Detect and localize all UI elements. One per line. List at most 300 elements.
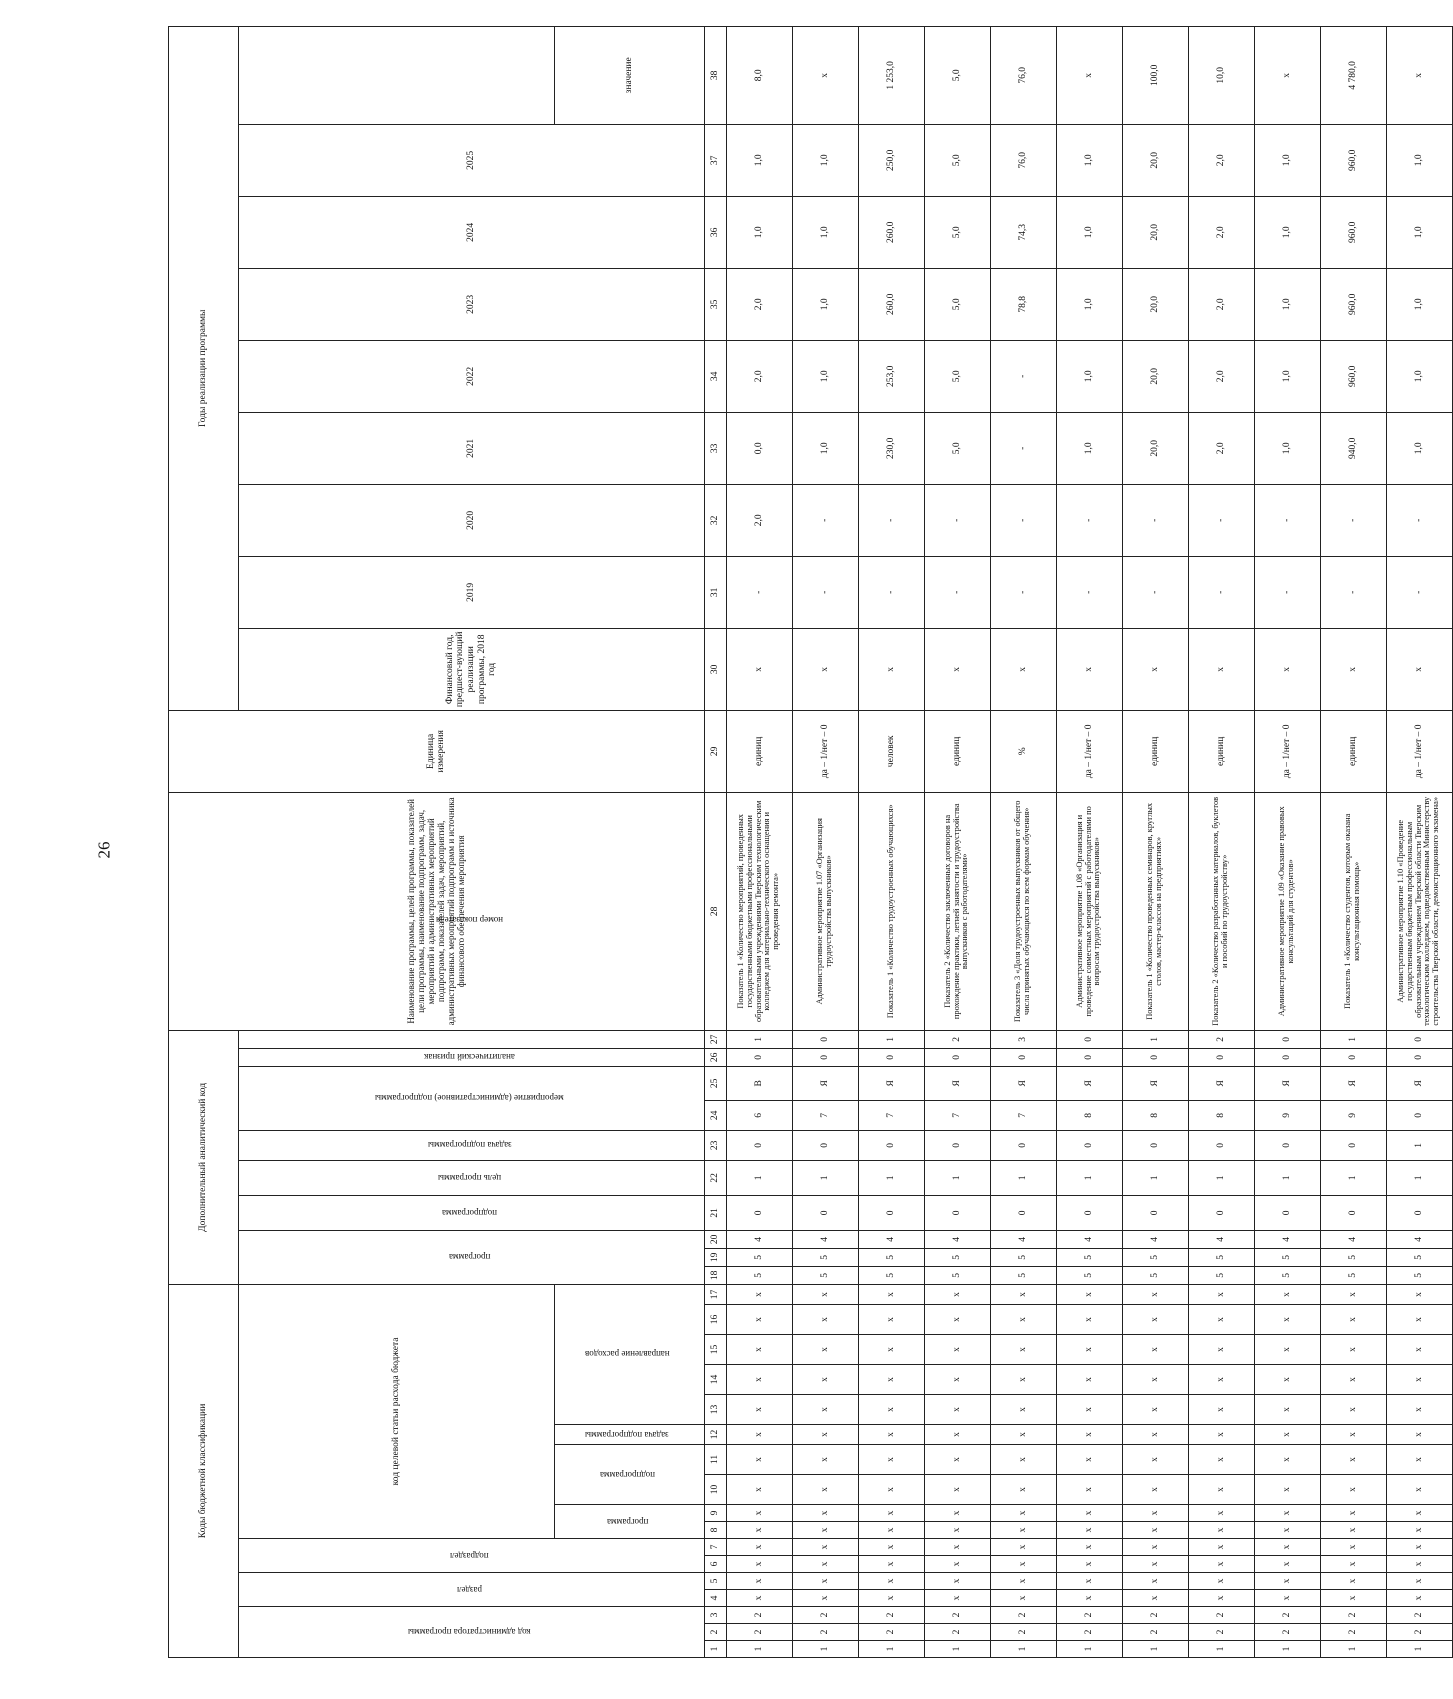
target-article-header: код целевой статьи расхода бюджета [239, 1284, 555, 1538]
code-cell: 1 [1122, 1641, 1188, 1658]
column-number: 1 [704, 1641, 726, 1658]
code-cell: 4 [1254, 1230, 1320, 1248]
code-cell: х [1320, 1590, 1386, 1607]
column-number: 12 [704, 1425, 726, 1445]
code-cell: х [1122, 1365, 1188, 1395]
target-value-cell: х [1386, 26, 1452, 124]
code-cell: 0 [1320, 1195, 1386, 1230]
code-cell: х [1254, 1445, 1320, 1475]
code-cell: 1 [726, 1160, 792, 1195]
table-row [1056, 26, 1122, 1657]
code-cell: х [858, 1505, 924, 1522]
code-cell: х [726, 1284, 792, 1304]
code-cell: 0 [924, 1048, 990, 1066]
code-cell: 0 [1056, 1030, 1122, 1048]
code-cell: Я [858, 1066, 924, 1100]
value-2019-cell: - [1122, 556, 1188, 628]
code-cell: х [792, 1395, 858, 1425]
code-cell: х [990, 1556, 1056, 1573]
code-cell: х [1188, 1556, 1254, 1573]
code-cell: х [858, 1556, 924, 1573]
code-cell: 5 [858, 1266, 924, 1284]
code-cell: х [990, 1573, 1056, 1590]
code-cell: 0 [858, 1195, 924, 1230]
code-cell: 0 [1386, 1100, 1452, 1130]
base-year-cell: х [1056, 628, 1122, 710]
value-2022-cell: 1,0 [1386, 340, 1452, 412]
code-cell: х [1320, 1475, 1386, 1505]
code-cell: 2 [792, 1624, 858, 1641]
code-cell: х [1386, 1425, 1452, 1445]
code-cell: х [990, 1590, 1056, 1607]
code-cell: 1 [990, 1160, 1056, 1195]
column-number: 19 [704, 1248, 726, 1266]
code-cell: х [792, 1505, 858, 1522]
section-header: раздел [239, 1573, 705, 1607]
target-value-cell: х [1056, 26, 1122, 124]
target-value-header: значение [554, 26, 704, 124]
code-cell: х [1056, 1556, 1122, 1573]
value-2021-cell: 940,0 [1320, 412, 1386, 484]
code-cell: 0 [990, 1048, 1056, 1066]
code-cell: х [1254, 1425, 1320, 1445]
code-cell: х [726, 1445, 792, 1475]
code-cell: 0 [1056, 1048, 1122, 1066]
code-cell: х [726, 1425, 792, 1445]
code-cell: х [1056, 1590, 1122, 1607]
value-2022-cell: - [990, 340, 1056, 412]
code-cell: 1 [1386, 1160, 1452, 1195]
code-cell: х [1254, 1305, 1320, 1335]
value-2025-cell: 76,0 [990, 124, 1056, 196]
code-cell: х [1254, 1335, 1320, 1365]
code-cell: 8 [1188, 1100, 1254, 1130]
value-2020-cell: - [924, 484, 990, 556]
code-cell: х [792, 1305, 858, 1335]
column-number: 18 [704, 1266, 726, 1284]
code-cell: х [726, 1556, 792, 1573]
code-cell: 1 [858, 1641, 924, 1658]
code-cell: х [726, 1475, 792, 1505]
value-2019-cell: - [924, 556, 990, 628]
code-cell: 5 [1188, 1248, 1254, 1266]
unit-cell: единиц [1122, 710, 1188, 792]
code-cell: 0 [1056, 1195, 1122, 1230]
column-number: 8 [704, 1522, 726, 1539]
code-cell: 2 [1254, 1607, 1320, 1624]
table-row [1122, 26, 1188, 1657]
value-2023-cell: 1,0 [792, 268, 858, 340]
code-cell: х [1386, 1539, 1452, 1556]
code-cell: 0 [990, 1195, 1056, 1230]
value-2020-cell: - [1056, 484, 1122, 556]
code-cell: В [726, 1066, 792, 1100]
code-cell: 7 [924, 1100, 990, 1130]
value-2022-cell: 2,0 [726, 340, 792, 412]
code-cell: х [726, 1505, 792, 1522]
table-row [792, 26, 858, 1657]
column-number: 29 [704, 710, 726, 792]
name-cell: Показатель 2 «Количество заключенных договоров на прохождение практики, летней занятости и трудоустройства выпускников с работодателями» [924, 792, 990, 1030]
name-cell: Показатель 2 «Количество разработанных материалов, буклетов и пособий по трудоустройству» [1188, 792, 1254, 1030]
column-number: 36 [704, 196, 726, 268]
code-cell: х [1122, 1475, 1188, 1505]
code-cell: х [1188, 1365, 1254, 1395]
code-cell: 0 [1122, 1048, 1188, 1066]
code-cell: 5 [792, 1266, 858, 1284]
code-cell: 2 [990, 1607, 1056, 1624]
code-cell: 5 [1254, 1266, 1320, 1284]
column-number: 7 [704, 1539, 726, 1556]
code-cell: х [1188, 1305, 1254, 1335]
value-2019-cell: - [1254, 556, 1320, 628]
code-cell: х [1254, 1505, 1320, 1522]
code-cell: Я [1188, 1066, 1254, 1100]
code-cell: 5 [924, 1248, 990, 1266]
code-cell: х [726, 1335, 792, 1365]
name-cell: Показатель 1 «Количество мероприятий, проведенных государственными бюджетными профессиональными образовательными учреждениями Тверским технологическим колледжем для материально-технического оснащения и проведения ремонта» [726, 792, 792, 1030]
value-2024-cell: 960,0 [1320, 196, 1386, 268]
code-cell: х [1386, 1284, 1452, 1304]
code-cell: х [1056, 1522, 1122, 1539]
value-2025-cell: 250,0 [858, 124, 924, 196]
code-cell: 5 [1386, 1248, 1452, 1266]
code-cell: х [1254, 1539, 1320, 1556]
code-cell: х [1122, 1556, 1188, 1573]
value-2024-cell: 5,0 [924, 196, 990, 268]
code-cell: 1 [1188, 1641, 1254, 1658]
code-cell: Я [1056, 1066, 1122, 1100]
value-2019-cell: - [1188, 556, 1254, 628]
code-cell: х [792, 1522, 858, 1539]
value-2024-cell: 1,0 [1386, 196, 1452, 268]
code-cell: 0 [1320, 1130, 1386, 1160]
table-row [1254, 26, 1320, 1657]
code-cell: х [1122, 1284, 1188, 1304]
base-year-cell: х [1320, 628, 1386, 710]
value-2023-cell: 960,0 [1320, 268, 1386, 340]
value-2021-cell: 20,0 [1122, 412, 1188, 484]
code-cell: 0 [858, 1130, 924, 1160]
value-2021-cell: 1,0 [1056, 412, 1122, 484]
column-number: 31 [704, 556, 726, 628]
code-cell: х [858, 1445, 924, 1475]
code-cell: 6 [726, 1100, 792, 1130]
value-2019-cell: - [1320, 556, 1386, 628]
code-cell: 4 [1320, 1230, 1386, 1248]
value-2022-cell: 253,0 [858, 340, 924, 412]
code-cell: х [1122, 1425, 1188, 1445]
column-number: 34 [704, 340, 726, 412]
name-cell: Показатель 1 «Количество студентов, которым оказана консультационная помощь» [1320, 792, 1386, 1030]
column-number: 25 [704, 1066, 726, 1100]
column-number: 21 [704, 1195, 726, 1230]
code-cell: 5 [1122, 1266, 1188, 1284]
value-2024-cell: 74,3 [990, 196, 1056, 268]
code-cell: х [1254, 1365, 1320, 1395]
code-cell: х [726, 1539, 792, 1556]
code-cell: 2 [924, 1030, 990, 1048]
value-2025-cell: 2,0 [1188, 124, 1254, 196]
value-2022-cell: 5,0 [924, 340, 990, 412]
code-cell: 1 [924, 1641, 990, 1658]
target-value-cell: х [792, 26, 858, 124]
column-number: 24 [704, 1100, 726, 1130]
code-cell: 0 [1188, 1048, 1254, 1066]
table-row [924, 26, 990, 1657]
value-2025-cell: 20,0 [1122, 124, 1188, 196]
code-cell: х [990, 1305, 1056, 1335]
admin-code-header: код администратора программы [239, 1607, 705, 1658]
code-cell: 5 [1386, 1266, 1452, 1284]
column-number: 6 [704, 1556, 726, 1573]
code-cell: х [1320, 1395, 1386, 1425]
code-cell: х [1320, 1335, 1386, 1365]
code-cell: х [792, 1365, 858, 1395]
code-cell: х [1254, 1284, 1320, 1304]
code-cell: 0 [1254, 1195, 1320, 1230]
value-2019-cell: - [1056, 556, 1122, 628]
column-number: 38 [704, 26, 726, 124]
column-number: 37 [704, 124, 726, 196]
value-2019-cell: - [990, 556, 1056, 628]
code-cell: х [1056, 1445, 1122, 1475]
value-2023-cell: 2,0 [726, 268, 792, 340]
code-cell: х [1188, 1395, 1254, 1425]
code-cell: х [1386, 1556, 1452, 1573]
code-cell: Я [924, 1066, 990, 1100]
table-row [726, 26, 792, 1657]
code-cell: 1 [726, 1641, 792, 1658]
add-program-header: программа [239, 1230, 705, 1284]
code-cell: 3 [990, 1030, 1056, 1048]
value-2024-cell: 1,0 [1254, 196, 1320, 268]
code-cell: 8 [1122, 1100, 1188, 1130]
code-cell: 4 [1386, 1230, 1452, 1248]
code-cell: 2 [1056, 1624, 1122, 1641]
target-value-cell: 1 253,0 [858, 26, 924, 124]
column-number: 33 [704, 412, 726, 484]
code-cell: 0 [924, 1130, 990, 1160]
base-year-cell: х [1122, 628, 1188, 710]
code-cell: 5 [726, 1248, 792, 1266]
program-header: программа [554, 1505, 704, 1539]
code-cell: х [726, 1365, 792, 1395]
column-number: 10 [704, 1475, 726, 1505]
code-cell: х [858, 1284, 924, 1304]
code-cell: х [1056, 1505, 1122, 1522]
table-viewport [168, 57, 1441, 1658]
years-header: Годы реализации программы [169, 26, 239, 710]
target-value-cell: 4 780,0 [1320, 26, 1386, 124]
code-cell: х [1254, 1522, 1320, 1539]
column-number: 5 [704, 1573, 726, 1590]
base-year-cell: х [792, 628, 858, 710]
code-cell: 0 [1056, 1130, 1122, 1160]
measure-type-header: аналитический признак [239, 1048, 705, 1066]
code-cell: х [1188, 1522, 1254, 1539]
additional-code-header: Дополнительный аналитический код [169, 1030, 239, 1284]
column-number: 16 [704, 1305, 726, 1335]
value-2020-cell: - [858, 484, 924, 556]
base-year-cell: х [1386, 628, 1452, 710]
code-cell: 1 [726, 1030, 792, 1048]
base-year-cell: х [1254, 628, 1320, 710]
value-2022-cell: 2,0 [1188, 340, 1254, 412]
name-cell: Показатель 1 «Количество проведенных семинаров, круглых столов, мастер-классов на предприятиях» [1122, 792, 1188, 1030]
code-cell: 2 [726, 1607, 792, 1624]
code-cell: 0 [1122, 1195, 1188, 1230]
code-cell: х [1386, 1505, 1452, 1522]
code-cell: 5 [1056, 1266, 1122, 1284]
column-number: 20 [704, 1230, 726, 1248]
year-2020-header: 2020 [239, 484, 705, 556]
name-cell: Показатель 1 «Количество трудоустроенных обучающихся» [858, 792, 924, 1030]
code-cell: Я [1122, 1066, 1188, 1100]
code-cell: х [990, 1445, 1056, 1475]
value-2019-cell: - [858, 556, 924, 628]
subprogram-header: подпрограмма [554, 1445, 704, 1505]
code-cell: Я [1254, 1066, 1320, 1100]
code-cell: 1 [924, 1160, 990, 1195]
value-2021-cell: 1,0 [1386, 412, 1452, 484]
code-cell: 2 [1386, 1607, 1452, 1624]
code-cell: х [726, 1305, 792, 1335]
code-cell: х [924, 1445, 990, 1475]
value-2023-cell: 5,0 [924, 268, 990, 340]
unit-cell: да – 1/нет – 0 [1056, 710, 1122, 792]
code-cell: х [990, 1284, 1056, 1304]
code-cell: 0 [1320, 1048, 1386, 1066]
value-2023-cell: 1,0 [1254, 268, 1320, 340]
budget-codes-header: Коды бюджетной классификации [169, 1284, 239, 1657]
base-year-cell: х [858, 628, 924, 710]
code-cell: 1 [1386, 1641, 1452, 1658]
code-cell: х [792, 1590, 858, 1607]
column-number: 3 [704, 1607, 726, 1624]
code-cell: х [1320, 1522, 1386, 1539]
code-cell: 4 [1188, 1230, 1254, 1248]
value-2022-cell: 1,0 [1254, 340, 1320, 412]
code-cell: х [858, 1590, 924, 1607]
value-2020-cell: - [990, 484, 1056, 556]
code-cell: 0 [792, 1030, 858, 1048]
code-cell: 1 [1320, 1030, 1386, 1048]
column-number: 26 [704, 1048, 726, 1066]
value-2021-cell: 1,0 [792, 412, 858, 484]
add-subprogram-header: подпрограмма [239, 1195, 705, 1230]
value-2020-cell: - [1386, 484, 1452, 556]
value-2025-cell: 1,0 [1386, 124, 1452, 196]
table-row [1386, 26, 1452, 1657]
code-cell: 1 [1056, 1641, 1122, 1658]
code-cell: 0 [792, 1048, 858, 1066]
code-cell: х [858, 1335, 924, 1365]
code-cell: 2 [924, 1607, 990, 1624]
code-cell: Я [1320, 1066, 1386, 1100]
column-number: 27 [704, 1030, 726, 1048]
value-2023-cell: 20,0 [1122, 268, 1188, 340]
code-cell: х [1188, 1590, 1254, 1607]
column-number: 35 [704, 268, 726, 340]
value-2019-cell: - [726, 556, 792, 628]
unit-header: Единица измерения [169, 710, 705, 792]
value-2023-cell: 1,0 [1386, 268, 1452, 340]
code-cell: Я [990, 1066, 1056, 1100]
table-row [1188, 26, 1254, 1657]
measure-header: мероприятие (административное) подпрограммы [239, 1066, 705, 1130]
target-value-cell: 10,0 [1188, 26, 1254, 124]
code-cell: х [858, 1475, 924, 1505]
code-cell: 2 [990, 1624, 1056, 1641]
code-cell: х [924, 1556, 990, 1573]
code-cell: х [990, 1425, 1056, 1445]
code-cell: 0 [1386, 1048, 1452, 1066]
code-cell: 2 [858, 1607, 924, 1624]
value-2024-cell: 1,0 [1056, 196, 1122, 268]
code-cell: 1 [1386, 1130, 1452, 1160]
code-cell: 0 [792, 1130, 858, 1160]
value-2021-cell: - [990, 412, 1056, 484]
code-cell: х [1320, 1284, 1386, 1304]
code-cell: 0 [1254, 1048, 1320, 1066]
code-cell: х [1188, 1539, 1254, 1556]
code-cell: х [924, 1305, 990, 1335]
value-2020-cell: 2,0 [726, 484, 792, 556]
code-cell: х [1320, 1305, 1386, 1335]
code-cell: х [1122, 1395, 1188, 1425]
code-cell: х [1254, 1475, 1320, 1505]
code-cell: х [1188, 1335, 1254, 1365]
column-number: 32 [704, 484, 726, 556]
code-cell: х [1188, 1284, 1254, 1304]
code-cell: 5 [1188, 1266, 1254, 1284]
code-cell: х [792, 1445, 858, 1475]
code-cell: 0 [726, 1130, 792, 1160]
unit-cell: человек [858, 710, 924, 792]
program-goal-header: цель программы [239, 1160, 705, 1195]
value-2023-cell: 1,0 [1056, 268, 1122, 340]
value-2020-cell: - [1188, 484, 1254, 556]
code-cell: х [792, 1335, 858, 1365]
code-cell: 8 [1056, 1100, 1122, 1130]
value-2021-cell: 0,0 [726, 412, 792, 484]
value-2022-cell: 1,0 [1056, 340, 1122, 412]
value-2019-cell: - [792, 556, 858, 628]
code-cell: х [1056, 1425, 1122, 1445]
subsection-header: подраздел [239, 1539, 705, 1573]
code-cell: х [1254, 1590, 1320, 1607]
code-cell: 2 [1254, 1624, 1320, 1641]
code-cell: х [1254, 1556, 1320, 1573]
code-cell: х [1320, 1505, 1386, 1522]
value-2024-cell: 1,0 [792, 196, 858, 268]
code-cell: х [1386, 1475, 1452, 1505]
code-cell: х [924, 1522, 990, 1539]
code-cell: Я [1386, 1066, 1452, 1100]
code-cell: х [1188, 1505, 1254, 1522]
code-cell: х [1320, 1365, 1386, 1395]
code-cell: х [1188, 1425, 1254, 1445]
code-cell: х [1122, 1445, 1188, 1475]
value-2021-cell: 2,0 [1188, 412, 1254, 484]
code-cell: 1 [1188, 1160, 1254, 1195]
code-cell: 5 [1320, 1248, 1386, 1266]
code-cell: х [924, 1475, 990, 1505]
name-cell: Административное мероприятие 1.07 «Организация трудоустройства выпускников» [792, 792, 858, 1030]
code-cell: 1 [792, 1641, 858, 1658]
code-cell: 4 [792, 1230, 858, 1248]
